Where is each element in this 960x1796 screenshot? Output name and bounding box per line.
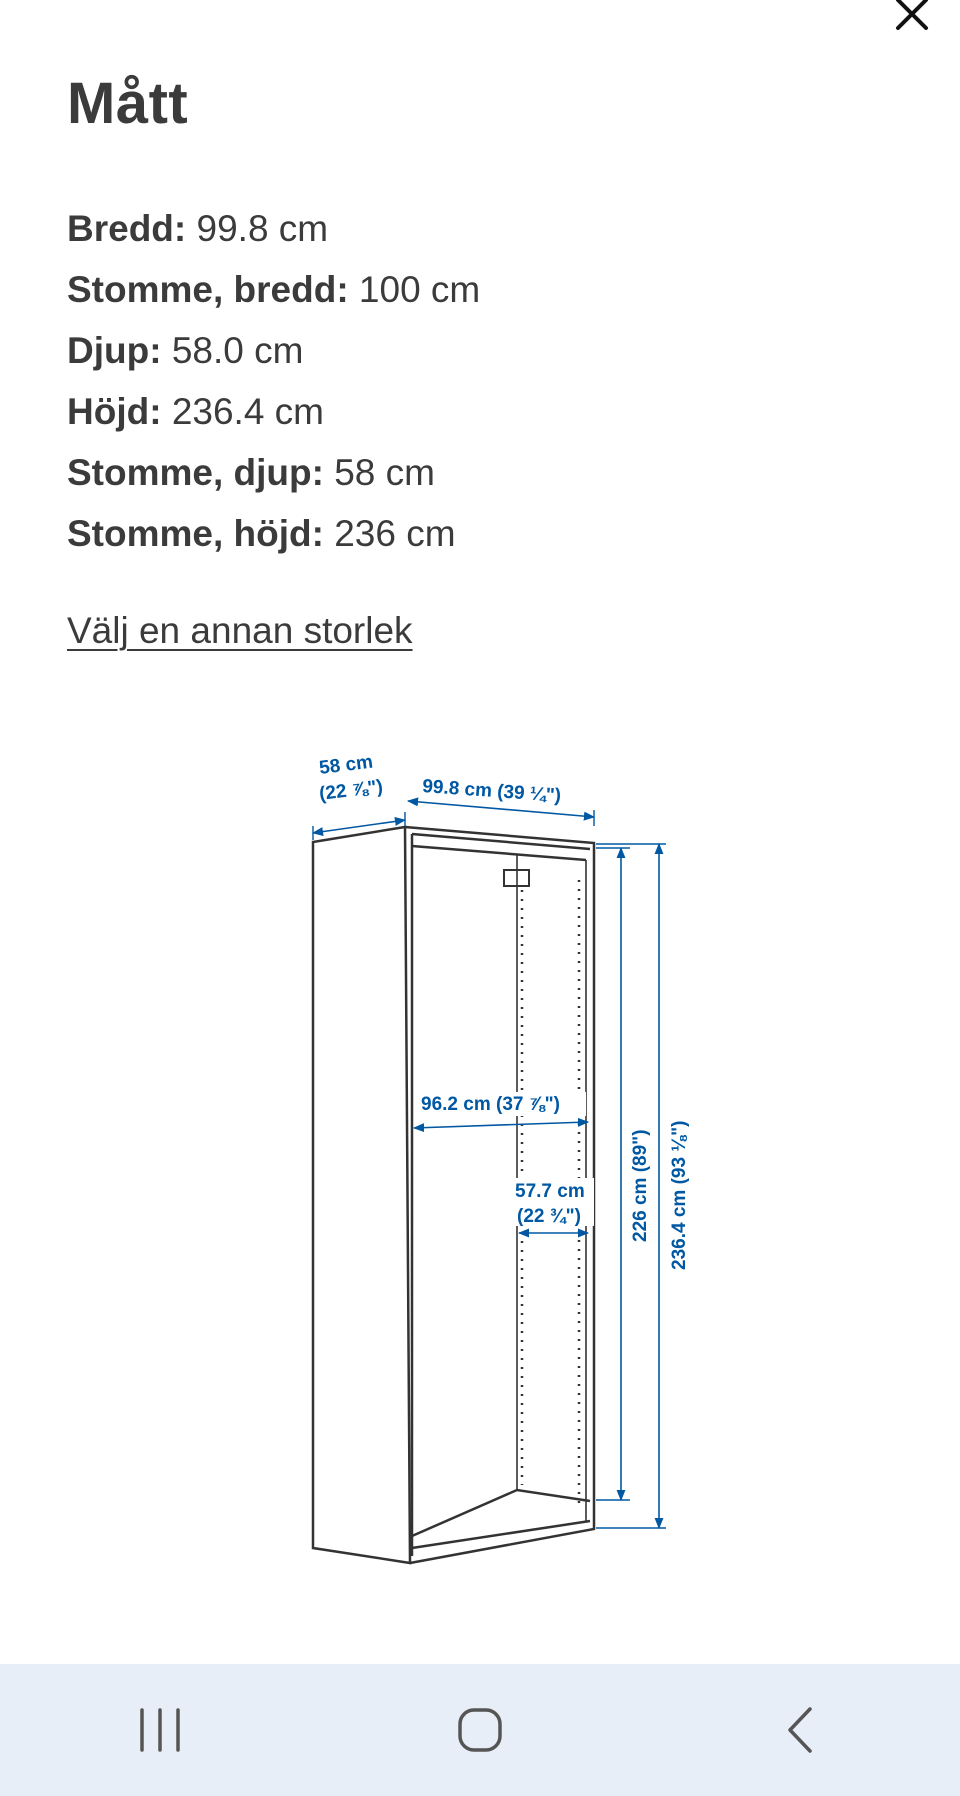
recent-apps-button[interactable]	[100, 1680, 220, 1780]
dimension-label: Bredd:	[67, 208, 187, 249]
dimension-row	[67, 198, 480, 259]
dimension-inner-depth	[512, 1178, 594, 1233]
choose-other-size-link[interactable]: Välj en annan storlek	[67, 610, 413, 651]
dimension-label: Stomme, höjd:	[67, 513, 324, 554]
dimension-label: Stomme, djup:	[67, 452, 324, 493]
dimension-value: 100 cm	[358, 269, 481, 310]
page-title: Mått	[67, 71, 189, 136]
dimension-row	[67, 381, 480, 442]
back-button[interactable]	[740, 1680, 860, 1780]
dimension-row	[67, 259, 480, 320]
dimension-row	[67, 503, 480, 564]
back-icon	[780, 1705, 820, 1755]
inner-width-label: 96.2 cm (37 ⅞")	[421, 1094, 560, 1115]
dimension-inner-height	[596, 848, 651, 1500]
system-navigation-bar	[0, 1664, 960, 1796]
close-icon	[892, 0, 932, 34]
dimension-value: 236.4 cm	[171, 391, 325, 432]
product-dimension-drawing	[0, 730, 960, 1580]
total-height-label: 236.4 cm (93 ⅛")	[669, 1120, 690, 1270]
close-button[interactable]	[884, 0, 940, 42]
dimension-value: 236 cm	[334, 513, 456, 554]
dimension-label: Djup:	[67, 330, 162, 371]
dimension-depth	[313, 752, 405, 840]
width-label: 99.8 cm (39 ¼")	[421, 776, 562, 807]
dimension-inner-width	[414, 1092, 588, 1128]
dimension-label: Höjd:	[67, 391, 162, 432]
recent-apps-icon	[137, 1707, 183, 1753]
dimension-value: 58 cm	[334, 452, 435, 493]
inner-depth-in-label: (22 ¾")	[517, 1206, 581, 1227]
home-button[interactable]	[420, 1680, 540, 1780]
dimension-row	[67, 320, 480, 381]
dimensions-list	[67, 198, 480, 564]
dimension-width	[408, 776, 594, 826]
inner-height-label: 226 cm (89")	[630, 1129, 651, 1242]
inner-depth-cm-label: 57.7 cm	[515, 1181, 585, 1202]
depth-cm-label: 58 cm	[318, 751, 375, 779]
depth-in-label: (22 ⅞")	[318, 776, 385, 805]
dimension-label: Stomme, bredd:	[67, 269, 349, 310]
dimension-value: 58.0 cm	[171, 330, 304, 371]
dimension-value: 99.8 cm	[196, 208, 329, 249]
home-icon	[456, 1706, 504, 1754]
dimension-row	[67, 442, 480, 503]
